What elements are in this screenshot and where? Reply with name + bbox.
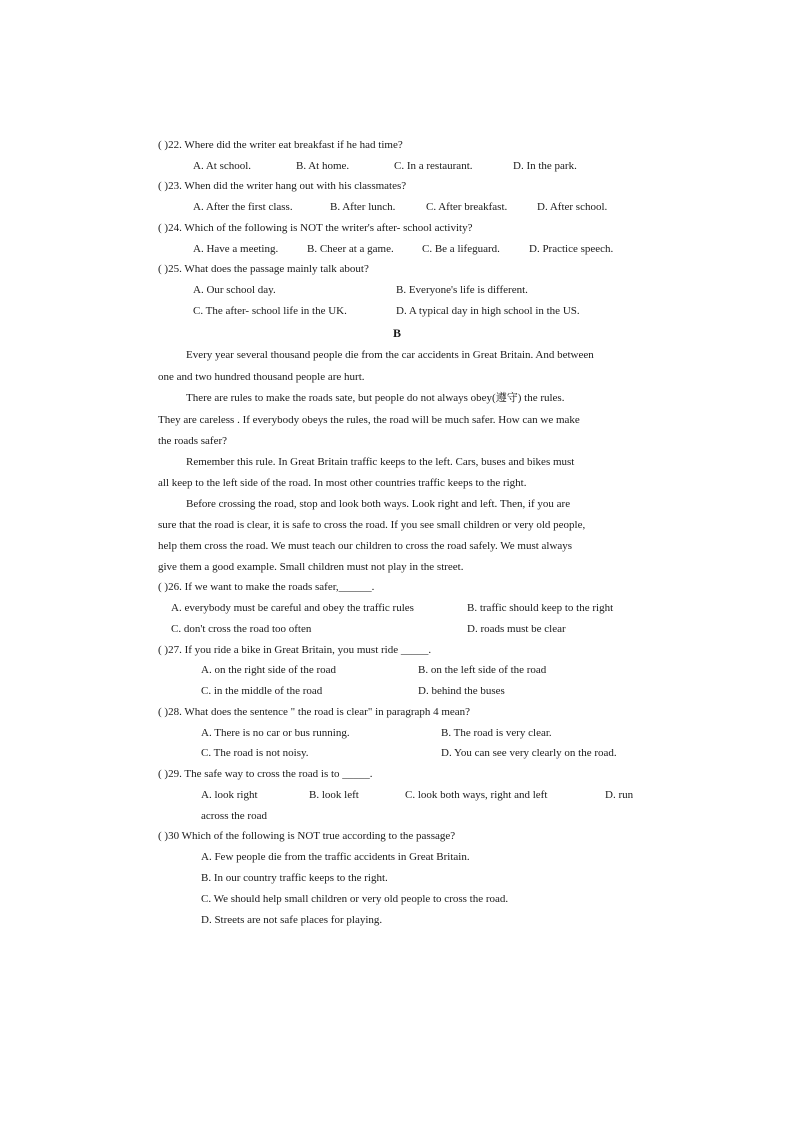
question-26-option-c: C. don't cross the road too often bbox=[171, 623, 312, 635]
question-25-stem: ( )25. What does the passage mainly talk about? bbox=[158, 263, 369, 275]
question-30-option-a: A. Few people die from the traffic accidents in Great Britain. bbox=[201, 851, 470, 863]
question-29-option-a: A. look right bbox=[201, 789, 258, 801]
question-30-option-d: D. Streets are not safe places for playing. bbox=[201, 914, 383, 926]
question-23-option-b: B. After lunch. bbox=[330, 201, 396, 213]
question-24-option-d: D. Practice speech. bbox=[529, 243, 614, 255]
question-24-stem: ( )24. Which of the following is NOT the writer's after- school activity? bbox=[158, 222, 473, 234]
passage-line: Remember this rule. In Great Britain traffic keeps to the left. Cars, buses and bikes must bbox=[186, 456, 575, 468]
question-26-option-d: D. roads must be clear bbox=[467, 623, 566, 635]
passage-line: one and two hundred thousand people are hurt. bbox=[158, 371, 365, 383]
passage-line: all keep to the left side of the road. In most other countries traffic keeps to the right. bbox=[158, 477, 527, 489]
question-25-option-c: C. The after- school life in the UK. bbox=[193, 305, 347, 317]
question-23-stem: ( )23. When did the writer hang out with his classmates? bbox=[158, 180, 407, 192]
passage-line: the roads safer? bbox=[158, 435, 228, 447]
question-24-option-a: A. Have a meeting. bbox=[193, 243, 279, 255]
passage-line: There are rules to make the roads sate, but people do not always obey(遵守) the rules. bbox=[186, 392, 565, 404]
question-30-option-b: B. In our country traffic keeps to the right. bbox=[201, 872, 388, 884]
passage-line: Every year several thousand people die from the car accidents in Great Britain. And between bbox=[186, 349, 594, 361]
question-23-option-a: A. After the first class. bbox=[193, 201, 293, 213]
question-22-option-a: A. At school. bbox=[193, 160, 252, 172]
question-28-option-b: B. The road is very clear. bbox=[441, 727, 552, 739]
question-28-option-d: D. You can see very clearly on the road. bbox=[441, 747, 617, 759]
question-25-option-b: B. Everyone's life is different. bbox=[396, 284, 528, 296]
passage-line: sure that the road is clear, it is safe to cross the road. If you see small children or very old people, bbox=[158, 519, 586, 531]
question-26-stem: ( )26. If we want to make the roads safer,______. bbox=[158, 581, 375, 593]
section-b-heading: B bbox=[392, 326, 401, 340]
question-26-option-b: B. traffic should keep to the right bbox=[467, 602, 614, 614]
question-25-option-a: A. Our school day. bbox=[193, 284, 276, 296]
passage-line: give them a good example. Small children must not play in the street. bbox=[158, 561, 464, 573]
passage-line: Before crossing the road, stop and look both ways. Look right and left. Then, if you are bbox=[186, 498, 571, 510]
passage-line: They are careless . If everybody obeys the rules, the road will be much safer. How can we make bbox=[158, 414, 580, 426]
question-26-option-a: A. everybody must be careful and obey the traffic rules bbox=[171, 602, 414, 614]
question-23-option-d: D. After school. bbox=[537, 201, 608, 213]
question-22-stem: ( )22. Where did the writer eat breakfast if he had time? bbox=[158, 139, 403, 151]
question-25-option-d: D. A typical day in high school in the US. bbox=[396, 305, 580, 317]
question-27-option-b: B. on the left side of the road bbox=[418, 664, 547, 676]
question-28-option-a: A. There is no car or bus running. bbox=[201, 727, 350, 739]
passage-line: help them cross the road. We must teach our children to cross the road safely. We must always bbox=[158, 540, 573, 552]
question-27-option-a: A. on the right side of the road bbox=[201, 664, 337, 676]
question-22-option-c: C. In a restaurant. bbox=[394, 160, 473, 172]
question-29-option-b: B. look left bbox=[309, 789, 359, 801]
question-27-stem: ( )27. If you ride a bike in Great Britain, you must ride _____. bbox=[158, 644, 432, 656]
question-28-option-c: C. The road is not noisy. bbox=[201, 747, 309, 759]
question-27-option-c: C. in the middle of the road bbox=[201, 685, 323, 697]
question-23-option-c: C. After breakfast. bbox=[426, 201, 508, 213]
question-29-option-d: D. run bbox=[605, 789, 634, 801]
question-24-option-c: C. Be a lifeguard. bbox=[422, 243, 500, 255]
question-22-option-b: B. At home. bbox=[296, 160, 350, 172]
question-30-option-c: C. We should help small children or very old people to cross the road. bbox=[201, 893, 509, 905]
question-27-option-d: D. behind the buses bbox=[418, 685, 505, 697]
question-29-option-d-continued: across the road bbox=[201, 810, 267, 822]
question-24-option-b: B. Cheer at a game. bbox=[307, 243, 394, 255]
question-30-stem: ( )30 Which of the following is NOT true according to the passage? bbox=[158, 830, 456, 842]
question-22-option-d: D. In the park. bbox=[513, 160, 577, 172]
question-28-stem: ( )28. What does the sentence " the road is clear" in paragraph 4 mean? bbox=[158, 706, 471, 718]
question-29-option-c: C. look both ways, right and left bbox=[405, 789, 548, 801]
question-29-stem: ( )29. The safe way to cross the road is to _____. bbox=[158, 768, 373, 780]
